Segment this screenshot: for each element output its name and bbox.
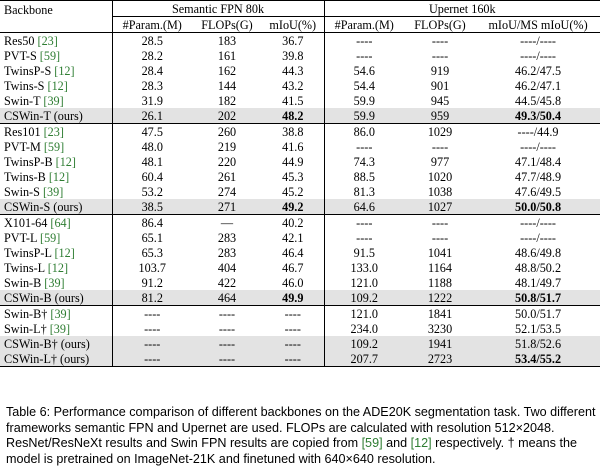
uper-param-cell: 86.0 bbox=[324, 124, 404, 140]
backbone-name: TwinsP-S bbox=[4, 63, 52, 78]
uper-param-cell: ---- bbox=[324, 139, 404, 154]
backbone-name: CSWin-S (ours) bbox=[4, 199, 83, 214]
uper-miou-cell: 53.4/55.2 bbox=[476, 351, 600, 367]
backbone-cell bbox=[0, 245, 112, 260]
backbone-name: CSWin-B† (ours) bbox=[4, 336, 90, 351]
table-row bbox=[0, 321, 600, 336]
fpn-miou-cell: 42.1 bbox=[282, 230, 304, 245]
uper-miou-cell: 47.6/49.5 bbox=[515, 184, 562, 199]
table-row bbox=[0, 78, 600, 93]
fpn-param-cell: 86.4 bbox=[112, 215, 192, 231]
uper-flops-cell: 1027 bbox=[404, 199, 476, 215]
uper-miou-cell: 52.1/53.5 bbox=[515, 321, 562, 336]
uper-miou-cell: 50.0/51.7 bbox=[476, 306, 600, 322]
uper-param-cell: 54.6 bbox=[324, 63, 404, 78]
fpn-param-cell: 65.3 bbox=[112, 245, 192, 260]
fpn-param-cell: ---- bbox=[112, 336, 192, 351]
backbone-name: Twins-B bbox=[4, 169, 46, 184]
uper-flops-cell: 1164 bbox=[428, 260, 452, 275]
uper-param-cell: 88.5 bbox=[324, 169, 404, 184]
header-row-1 bbox=[0, 1, 600, 17]
uper-flops-cell: 1941 bbox=[404, 336, 476, 351]
fpn-param-cell: 38.5 bbox=[112, 199, 192, 215]
fpn-miou-cell: ---- bbox=[262, 336, 324, 351]
uper-param-cell: 234.0 bbox=[324, 321, 404, 336]
fpn-param-cell: 48.1 bbox=[112, 154, 192, 169]
backbone-cell bbox=[0, 169, 112, 184]
uper-flops-cell: 1038 bbox=[427, 184, 453, 199]
fpn-flops-cell: 283 bbox=[217, 245, 237, 260]
uper-param-cell: 207.7 bbox=[324, 351, 404, 367]
citation-link[interactable]: [12] bbox=[48, 169, 70, 184]
uper-flops-cell: ---- bbox=[431, 139, 449, 154]
uper-miou-cell: 48.8/50.2 bbox=[515, 260, 562, 275]
uper-flops-cell: 1222 bbox=[404, 290, 476, 306]
citation-link[interactable]: [12] bbox=[54, 63, 75, 78]
caption-text-suffix: respectively. † means the model is pretrained on ImageNet-21K and finetuned with 640×640 resolution. bbox=[6, 436, 577, 466]
uper-miou-cell: 44.5/45.8 bbox=[515, 93, 562, 108]
table-row bbox=[0, 108, 600, 124]
backbone-name: PVT-L bbox=[4, 230, 37, 245]
uper-param-cell: 81.3 bbox=[324, 184, 404, 199]
citation-link[interactable]: [12] bbox=[47, 78, 68, 93]
fpn-param-cell: 53.2 bbox=[112, 184, 192, 199]
backbone-cell bbox=[0, 93, 112, 108]
citation-link[interactable]: [59] bbox=[40, 230, 61, 245]
uper-miou-cell: ----/---- bbox=[520, 48, 556, 63]
uper-miou-cell: 48.6/49.8 bbox=[515, 245, 562, 260]
fpn-flops-cell: 162 bbox=[217, 63, 237, 78]
uper-param-cell: ---- bbox=[324, 48, 404, 63]
citation-link[interactable]: [23] bbox=[37, 33, 58, 48]
citation-link[interactable]: [59] bbox=[43, 139, 65, 154]
fpn-flops-cell: 274 bbox=[217, 184, 237, 199]
fpn-param-cell: ---- bbox=[112, 321, 192, 336]
table-row bbox=[0, 290, 600, 306]
fpn-miou-cell: ---- bbox=[284, 321, 301, 336]
uper-param-cell: 133.0 bbox=[324, 260, 404, 275]
fpn-param-cell: 60.4 bbox=[112, 169, 192, 184]
table-row bbox=[0, 154, 600, 169]
backbone-cell bbox=[0, 108, 112, 124]
backbone-cell bbox=[0, 290, 112, 306]
fpn-flops-cell: ---- bbox=[192, 336, 262, 351]
backbone-cell bbox=[0, 199, 112, 215]
backbone-cell bbox=[0, 230, 112, 245]
uper-flops-cell: 1841 bbox=[404, 306, 476, 322]
caption-text-prefix: Table 6: Performance comparison of different backbones on the ADE20K segmentation task. Two different frameworks semantic FPN and Upernet are used. FLOPs are calculated with resolution 512×2048. ResNet/ResNeXt results and Swin FPN results are copied from bbox=[6, 405, 596, 450]
uper-miou-cell: ----/---- bbox=[520, 139, 556, 154]
citation-link[interactable]: [39] bbox=[50, 306, 71, 321]
uper-miou-cell: 50.8/51.7 bbox=[476, 290, 600, 306]
fpn-param-cell: 28.5 bbox=[112, 33, 192, 49]
fpn-miou-cell: 41.6 bbox=[282, 139, 304, 154]
citation-link[interactable]: [39] bbox=[49, 321, 71, 336]
backbone-cell bbox=[0, 260, 112, 275]
table-row bbox=[0, 351, 600, 367]
backbone-cell bbox=[0, 48, 112, 63]
fpn-miou-cell: 39.8 bbox=[282, 48, 304, 63]
semantic-fpn-header: Semantic FPN 80k bbox=[112, 1, 324, 17]
fpn-miou-cell: 41.5 bbox=[282, 93, 304, 108]
table-row bbox=[0, 33, 600, 49]
uper-miou-cell: 50.0/50.8 bbox=[476, 199, 600, 215]
table-row bbox=[0, 124, 600, 140]
uper-flops-cell: 1041 bbox=[427, 245, 453, 260]
citation-link[interactable]: [12] bbox=[47, 260, 69, 275]
backbone-name: Swin-B† bbox=[4, 306, 48, 321]
fpn-flops-cell: 261 bbox=[217, 169, 237, 184]
table-row bbox=[0, 93, 600, 108]
fpn-miou-cell: 46.7 bbox=[282, 260, 304, 275]
fpn-flops-cell: 260 bbox=[192, 124, 262, 140]
fpn-param-cell: 26.1 bbox=[112, 108, 192, 124]
caption-cite-2[interactable]: [12] bbox=[410, 436, 432, 450]
uper-flops-header: FLOPs(G) bbox=[414, 17, 466, 32]
fpn-flops-cell: 144 bbox=[217, 78, 237, 93]
uper-flops-cell: ---- bbox=[431, 230, 449, 245]
backbone-name: PVT-M bbox=[4, 139, 41, 154]
fpn-flops-cell: ---- bbox=[218, 321, 236, 336]
table-row bbox=[0, 306, 600, 322]
table-row bbox=[0, 63, 600, 78]
uper-miou-cell: 46.2/47.5 bbox=[515, 63, 562, 78]
backbone-header: Backbone bbox=[0, 1, 112, 33]
fpn-flops-cell: 283 bbox=[217, 230, 237, 245]
fpn-miou-cell: 43.2 bbox=[282, 78, 304, 93]
fpn-flops-cell: 219 bbox=[217, 139, 237, 154]
backbone-cell bbox=[0, 306, 112, 322]
fpn-flops-cell: — bbox=[192, 215, 262, 231]
fpn-flops-header: FLOPs(G) bbox=[201, 17, 253, 32]
uper-flops-cell: 977 bbox=[430, 154, 450, 169]
fpn-param-cell: 81.2 bbox=[112, 290, 192, 306]
fpn-flops-cell: 422 bbox=[217, 275, 237, 290]
table-row bbox=[0, 245, 600, 260]
uper-param-cell: 121.0 bbox=[324, 306, 404, 322]
fpn-flops-cell: ---- bbox=[192, 351, 262, 367]
uper-flops-cell: 1020 bbox=[427, 169, 453, 184]
backbone-name: Res101 bbox=[4, 124, 41, 139]
table-row bbox=[0, 215, 600, 231]
table-row bbox=[0, 184, 600, 199]
fpn-miou-cell: 49.2 bbox=[262, 199, 324, 215]
uper-param-cell: 59.9 bbox=[324, 108, 404, 124]
fpn-param-cell: 48.0 bbox=[112, 139, 192, 154]
backbone-name: PVT-S bbox=[4, 48, 37, 63]
uper-miou-cell: ----/44.9 bbox=[476, 124, 600, 140]
citation-link[interactable]: [59] bbox=[39, 48, 61, 63]
backbone-cell bbox=[0, 63, 112, 78]
backbone-name: Swin-T bbox=[4, 93, 41, 108]
uper-flops-cell: 3230 bbox=[427, 321, 453, 336]
uper-miou-cell: 48.1/49.7 bbox=[515, 275, 562, 290]
fpn-miou-cell: ---- bbox=[262, 351, 324, 367]
backbone-name: Res50 bbox=[4, 33, 35, 48]
fpn-miou-cell: 46.4 bbox=[282, 245, 304, 260]
fpn-flops-cell: 183 bbox=[192, 33, 262, 49]
table-row bbox=[0, 139, 600, 154]
backbone-cell bbox=[0, 336, 112, 351]
table-row bbox=[0, 48, 600, 63]
uper-param-cell: 109.2 bbox=[324, 336, 404, 351]
fpn-param-cell: 47.5 bbox=[112, 124, 192, 140]
backbone-cell bbox=[0, 33, 112, 49]
uper-miou-cell: ----/---- bbox=[476, 33, 600, 49]
uper-miou-header: mIoU/MS mIoU(%) bbox=[488, 17, 588, 32]
fpn-miou-cell: 46.0 bbox=[282, 275, 304, 290]
fpn-miou-cell: 36.7 bbox=[262, 33, 324, 49]
uper-miou-cell: ----/---- bbox=[476, 215, 600, 231]
uper-miou-cell: 47.7/48.9 bbox=[515, 169, 562, 184]
fpn-flops-cell: 182 bbox=[217, 93, 237, 108]
backbone-name: Swin-S bbox=[4, 184, 40, 199]
uper-param-cell: 59.9 bbox=[324, 93, 404, 108]
fpn-miou-cell: ---- bbox=[262, 306, 324, 322]
backbone-name: TwinsP-L bbox=[4, 245, 52, 260]
fpn-miou-cell: 48.2 bbox=[262, 108, 324, 124]
uper-param-cell: ---- bbox=[324, 215, 404, 231]
table-row bbox=[0, 336, 600, 351]
backbone-name: CSWin-B (ours) bbox=[4, 290, 84, 305]
backbone-cell bbox=[0, 124, 112, 140]
uper-param-cell: 64.6 bbox=[324, 199, 404, 215]
table-row bbox=[0, 169, 600, 184]
fpn-miou-header: mIoU(%) bbox=[269, 17, 317, 32]
uper-flops-cell: 2723 bbox=[404, 351, 476, 367]
fpn-param-cell: ---- bbox=[112, 306, 192, 322]
uper-param-cell: 74.3 bbox=[324, 154, 404, 169]
table-row bbox=[0, 260, 600, 275]
fpn-miou-cell: 40.2 bbox=[262, 215, 324, 231]
fpn-miou-cell: 38.8 bbox=[262, 124, 324, 140]
uper-param-cell: ---- bbox=[324, 230, 404, 245]
backbone-cell bbox=[0, 215, 112, 231]
backbone-cell bbox=[0, 139, 112, 154]
fpn-flops-cell: 271 bbox=[192, 199, 262, 215]
uper-miou-cell: 49.3/50.4 bbox=[476, 108, 600, 124]
uper-flops-cell: ---- bbox=[404, 33, 476, 49]
upernet-header: Upernet 160k bbox=[324, 1, 600, 17]
table-caption bbox=[6, 405, 596, 467]
fpn-flops-cell: 161 bbox=[217, 48, 237, 63]
uper-param-header: #Param.(M) bbox=[324, 17, 404, 33]
table-row bbox=[0, 230, 600, 245]
uper-miou-cell: 46.2/47.1 bbox=[515, 78, 562, 93]
uper-flops-cell: 1029 bbox=[404, 124, 476, 140]
backbone-name: CSWin-L† (ours) bbox=[4, 351, 90, 366]
fpn-param-cell: 28.3 bbox=[112, 78, 192, 93]
fpn-miou-cell: 45.3 bbox=[282, 169, 304, 184]
fpn-miou-cell: 49.9 bbox=[262, 290, 324, 306]
backbone-name: X101-64 bbox=[4, 215, 48, 230]
fpn-flops-cell: 464 bbox=[192, 290, 262, 306]
table-row bbox=[0, 199, 600, 215]
uper-flops-cell: 901 bbox=[430, 78, 450, 93]
fpn-param-header: #Param.(M) bbox=[112, 17, 192, 33]
fpn-miou-cell: 44.3 bbox=[282, 63, 304, 78]
citation-link[interactable]: [64] bbox=[50, 215, 71, 230]
citation-link[interactable]: [23] bbox=[43, 124, 64, 139]
fpn-flops-cell: 220 bbox=[217, 154, 237, 169]
fpn-param-cell: 31.9 bbox=[112, 93, 192, 108]
uper-miou-cell: 51.8/52.6 bbox=[476, 336, 600, 351]
uper-flops-cell: 945 bbox=[430, 93, 450, 108]
citation-link[interactable]: [39] bbox=[44, 275, 65, 290]
fpn-flops-cell: ---- bbox=[192, 306, 262, 322]
uper-flops-cell: ---- bbox=[431, 48, 449, 63]
citation-link[interactable]: [39] bbox=[43, 93, 64, 108]
uper-flops-cell: 959 bbox=[404, 108, 476, 124]
fpn-miou-cell: 44.9 bbox=[282, 154, 304, 169]
fpn-miou-cell: 45.2 bbox=[282, 184, 304, 199]
uper-flops-cell: ---- bbox=[404, 215, 476, 231]
backbone-name: Swin-L† bbox=[4, 321, 47, 336]
uper-param-cell: 91.5 bbox=[324, 245, 404, 260]
citation-link[interactable]: [12] bbox=[55, 154, 76, 169]
caption-cite-1[interactable]: [59] bbox=[361, 436, 383, 450]
caption-text-mid: and bbox=[382, 436, 411, 450]
uper-miou-cell: 47.1/48.4 bbox=[515, 154, 562, 169]
fpn-param-cell: 65.1 bbox=[112, 230, 192, 245]
fpn-param-cell: 28.2 bbox=[112, 48, 192, 63]
backbone-name: CSWin-T (ours) bbox=[4, 108, 83, 123]
uper-param-cell: 121.0 bbox=[324, 275, 404, 290]
uper-flops-cell: 1188 bbox=[428, 275, 452, 290]
fpn-param-cell: 91.2 bbox=[112, 275, 192, 290]
backbone-cell bbox=[0, 78, 112, 93]
citation-link[interactable]: [12] bbox=[54, 245, 75, 260]
fpn-flops-cell: 404 bbox=[217, 260, 237, 275]
backbone-name: TwinsP-B bbox=[4, 154, 53, 169]
fpn-flops-cell: 202 bbox=[192, 108, 262, 124]
backbone-cell bbox=[0, 351, 112, 367]
backbone-cell bbox=[0, 321, 112, 336]
backbone-name: Swin-B bbox=[4, 275, 42, 290]
uper-miou-cell: ----/---- bbox=[520, 230, 556, 245]
backbone-name: Twins-S bbox=[4, 78, 45, 93]
uper-flops-cell: 919 bbox=[430, 63, 450, 78]
uper-param-cell: 54.4 bbox=[324, 78, 404, 93]
backbone-name: Twins-L bbox=[4, 260, 45, 275]
backbone-cell bbox=[0, 154, 112, 169]
backbone-cell bbox=[0, 184, 112, 199]
fpn-param-cell: ---- bbox=[112, 351, 192, 367]
uper-param-cell: ---- bbox=[324, 33, 404, 49]
citation-link[interactable]: [39] bbox=[42, 184, 64, 199]
fpn-param-cell: 28.4 bbox=[112, 63, 192, 78]
table-row bbox=[0, 275, 600, 290]
backbone-cell bbox=[0, 275, 112, 290]
uper-param-cell: 109.2 bbox=[324, 290, 404, 306]
fpn-param-cell: 103.7 bbox=[112, 260, 192, 275]
